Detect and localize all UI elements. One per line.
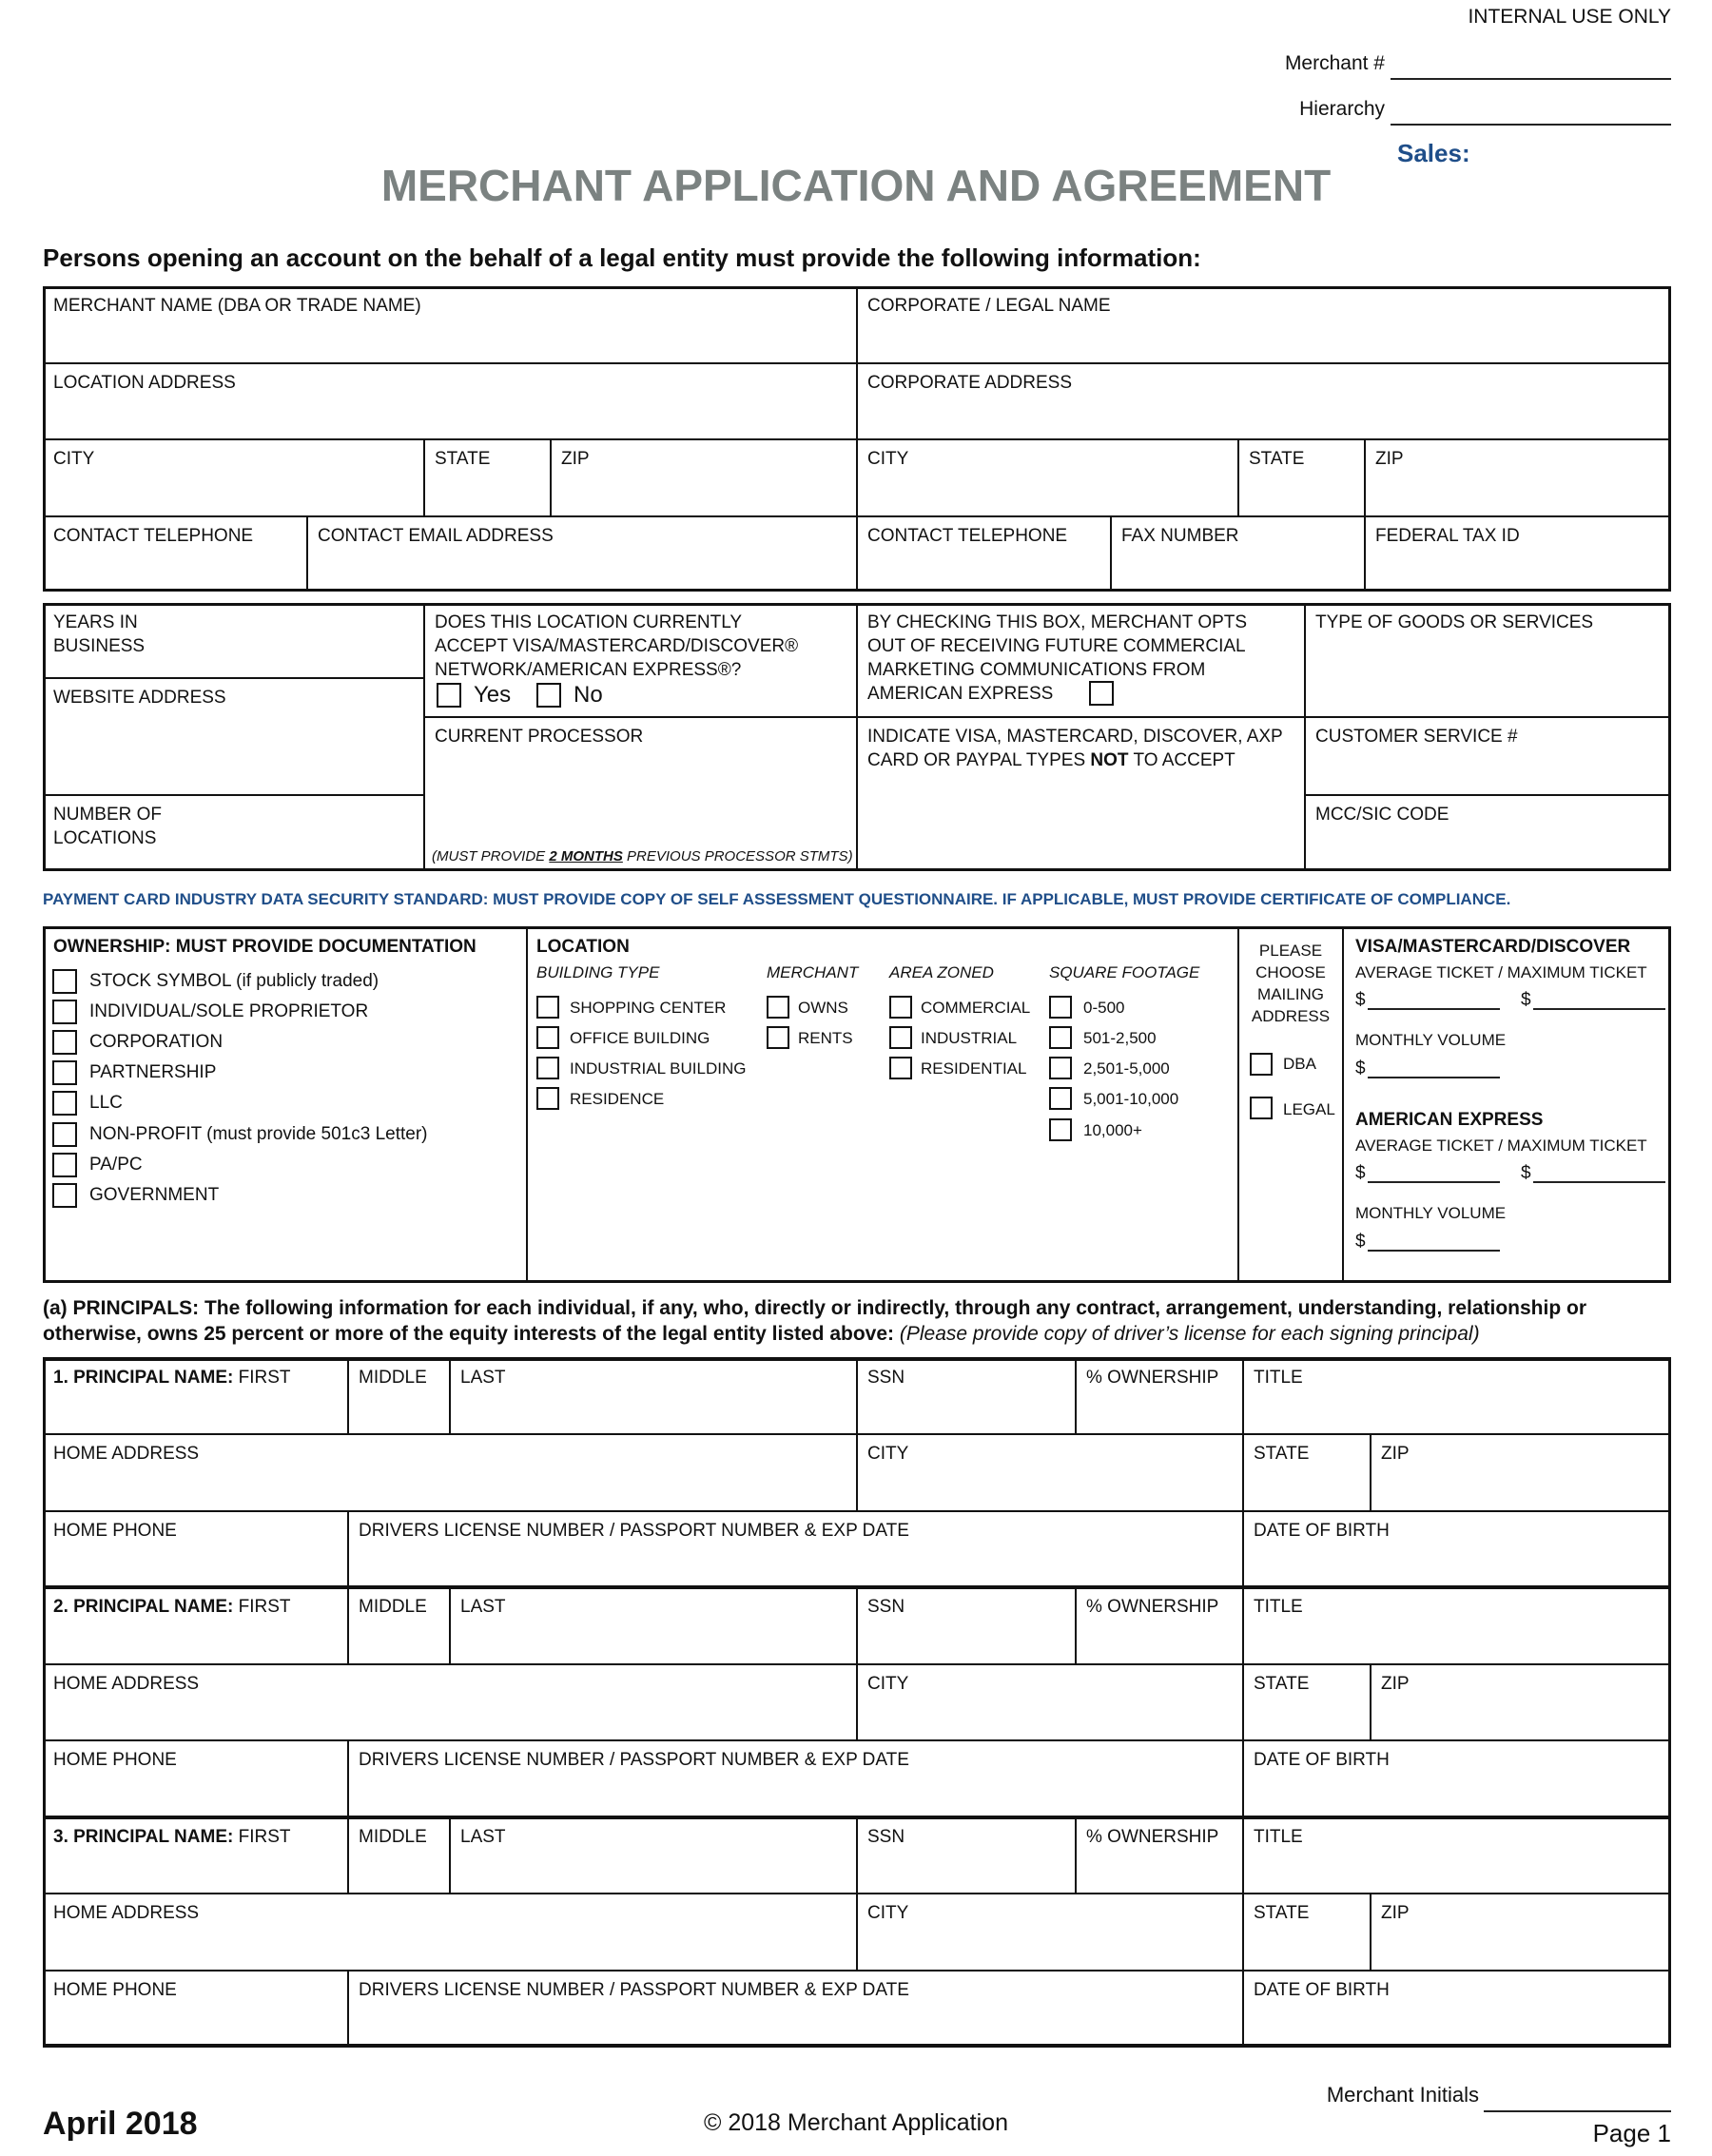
amex-opt-out-checkbox[interactable]	[1089, 681, 1114, 706]
yes-label: Yes	[474, 682, 512, 708]
ownership-checkbox-5[interactable]	[52, 1122, 77, 1147]
merchant-tenure-label: RENTS	[798, 1029, 853, 1047]
corporate-name-field-label: CORPORATE / LEGAL NAME	[867, 296, 1111, 316]
principal-1-dob-field-label: DATE OF BIRTH	[1254, 1521, 1390, 1541]
amex-heading: AMERICAN EXPRESS	[1355, 1110, 1544, 1130]
visa-monthly-volume-input[interactable]	[1368, 1077, 1500, 1078]
principal-1-ssn-field[interactable]	[857, 1358, 1076, 1434]
location-state-field-label: STATE	[435, 449, 491, 469]
principal-3-license-field[interactable]	[348, 1971, 1243, 2047]
principal-2-dob-field-label: DATE OF BIRTH	[1254, 1750, 1390, 1770]
principal-2-last-name-field-label: LAST	[460, 1597, 506, 1617]
area-zoned-heading: AREA ZONED	[889, 963, 994, 981]
principal-2-state-field[interactable]	[1243, 1664, 1371, 1740]
sales-label: Sales:	[1397, 139, 1470, 167]
principal-3-ssn-field[interactable]	[857, 1817, 1076, 1894]
principal-3-city-field-label: CITY	[867, 1903, 909, 1923]
principal-3-home-phone-field-label: HOME PHONE	[53, 1980, 177, 2000]
location-address-field-label: LOCATION ADDRESS	[53, 373, 236, 393]
principal-2-zip-field[interactable]	[1371, 1664, 1671, 1740]
merchant-initials-input[interactable]	[1484, 2110, 1671, 2112]
area-zoned-label: RESIDENTIAL	[921, 1059, 1027, 1078]
building-type-label: OFFICE BUILDING	[570, 1029, 710, 1047]
not-accept-post: TO ACCEPT	[1128, 750, 1235, 770]
principal-2-home-address-field[interactable]	[43, 1664, 857, 1740]
first-name-label: FIRST	[233, 1827, 291, 1847]
principal-1-zip-field[interactable]	[1371, 1434, 1671, 1511]
principal-3-ssn-field-label: SSN	[867, 1827, 905, 1847]
principal-2-title-field-label: TITLE	[1254, 1597, 1303, 1617]
ownership-option-label: PARTNERSHIP	[89, 1062, 217, 1082]
page-title: MERCHANT APPLICATION AND AGREEMENT	[380, 161, 1332, 210]
principal-1-city-field[interactable]	[857, 1434, 1243, 1511]
square-footage-label: 0-500	[1083, 999, 1125, 1017]
merchant-number-label: Merchant #	[1284, 52, 1385, 74]
location-telephone-field[interactable]	[43, 516, 307, 592]
cards-not-accepted-label	[858, 718, 1304, 772]
principal-3-state-field-label: STATE	[1254, 1903, 1310, 1923]
amex-opt-out-text	[857, 603, 1305, 717]
principal-1-home-address-field-label: HOME ADDRESS	[53, 1444, 200, 1464]
square-footage-label: 2,501-5,000	[1083, 1059, 1170, 1078]
principal-1-state-field[interactable]	[1243, 1434, 1371, 1511]
corporate-state-field[interactable]	[1238, 439, 1365, 516]
principal-3-ownership-field-label: % OWNERSHIP	[1086, 1827, 1219, 1847]
principal-3-middle-name-field-label: MIDDLE	[359, 1827, 427, 1847]
area-zoned-checkbox-2[interactable]	[889, 1057, 912, 1079]
principal-3-home-address-field[interactable]	[43, 1894, 857, 1971]
ownership-option-label: PA/PC	[89, 1155, 143, 1175]
amex-average-ticket-input[interactable]	[1368, 1181, 1500, 1183]
location-city-field-label: CITY	[53, 449, 95, 469]
location-city-field[interactable]	[43, 439, 424, 516]
accepts-cards-question-label: DOES THIS LOCATION CURRENTLY ACCEPT VISA/MASTERCARD/DISCOVER® NETWORK/AMERICAN EXPRESS®?	[435, 612, 799, 680]
principal-3-zip-field[interactable]	[1371, 1894, 1671, 1971]
principal-1-city-field-label: CITY	[867, 1444, 909, 1464]
merchant-number-input[interactable]	[1391, 78, 1671, 80]
ownership-checkbox-1[interactable]	[52, 1000, 77, 1024]
ownership-checkbox-7[interactable]	[52, 1183, 77, 1208]
merchant-tenure-checkbox-1[interactable]	[767, 1026, 789, 1049]
principal-3-home-phone-field[interactable]	[43, 1971, 348, 2047]
principal-2-first-name-field[interactable]	[43, 1587, 348, 1664]
ownership-checkbox-3[interactable]	[52, 1060, 77, 1085]
fax-number-field[interactable]	[1111, 516, 1365, 592]
square-footage-label: 5,001-10,000	[1083, 1090, 1179, 1108]
principal-2-ssn-field-label: SSN	[867, 1597, 905, 1617]
principal-1-middle-name-field-label: MIDDLE	[359, 1368, 427, 1388]
principal-2-ownership-field-label: % OWNERSHIP	[1086, 1597, 1219, 1617]
amex-maximum-ticket-input[interactable]	[1533, 1181, 1665, 1183]
principal-1-ownership-field[interactable]	[1076, 1358, 1243, 1434]
area-zoned-checkbox-0[interactable]	[889, 996, 912, 1019]
principal-3-license-field-label: DRIVERS LICENSE NUMBER / PASSPORT NUMBER & EXP DATE	[359, 1980, 909, 2000]
current-processor-field-label: CURRENT PROCESSOR	[435, 727, 644, 747]
years-in-business-field[interactable]	[43, 603, 424, 678]
principal-2-city-field-label: CITY	[867, 1674, 909, 1694]
federal-tax-id-field-label: FEDERAL TAX ID	[1375, 526, 1520, 546]
amex-avg-max-label: AVERAGE TICKET / MAXIMUM TICKET	[1355, 1136, 1647, 1155]
principal-2-title-field[interactable]	[1243, 1587, 1671, 1664]
square-footage-checkbox-2[interactable]	[1049, 1057, 1072, 1079]
ownership-option-label: NON-PROFIT (must provide 501c3 Letter)	[89, 1124, 428, 1144]
customer-service-field[interactable]	[1305, 717, 1671, 795]
first-name-label: FIRST	[233, 1368, 291, 1388]
square-footage-checkbox-3[interactable]	[1049, 1087, 1072, 1110]
corporate-state-field-label: STATE	[1249, 449, 1305, 469]
principal-2-middle-name-field[interactable]	[348, 1587, 450, 1664]
corporate-zip-field-label: ZIP	[1375, 449, 1404, 469]
principal-1-last-name-field[interactable]	[450, 1358, 857, 1434]
cards-not-accepted-field[interactable]	[857, 717, 1305, 871]
square-footage-label: 10,000+	[1083, 1121, 1142, 1139]
principal-2-home-phone-field[interactable]	[43, 1740, 348, 1817]
first-name-label: FIRST	[233, 1597, 291, 1617]
merchant-name-field[interactable]	[43, 286, 857, 363]
fax-number-field-label: FAX NUMBER	[1121, 526, 1239, 546]
principal-name-label	[44, 1359, 347, 1389]
no-label: No	[574, 682, 603, 708]
principal-3-middle-name-field[interactable]	[348, 1817, 450, 1894]
square-footage-label: 501-2,500	[1083, 1029, 1157, 1047]
amex-max-currency: $	[1521, 1163, 1531, 1183]
principal-number-label: 1. PRINCIPAL NAME:	[53, 1368, 234, 1388]
visa-monthly-volume-label: MONTHLY VOLUME	[1355, 1031, 1507, 1049]
intro-text: Persons opening an account on the behalf of a legal entity must provide the following information:	[43, 243, 1201, 272]
ownership-checkbox-0[interactable]	[52, 969, 77, 994]
visa-max-currency: $	[1521, 990, 1531, 1010]
principal-2-home-address-field-label: HOME ADDRESS	[53, 1674, 200, 1694]
customer-service-field-label: CUSTOMER SERVICE #	[1315, 727, 1518, 747]
principal-1-state-field-label: STATE	[1254, 1444, 1310, 1464]
amex-opt-out-text-label: BY CHECKING THIS BOX, MERCHANT OPTS OUT OF RECEIVING FUTURE COMMERCIAL MARKETING COMMUNICATIONS FROM AMERICAN EXPRESS	[867, 612, 1248, 704]
principal-1-ssn-field-label: SSN	[867, 1368, 905, 1388]
principal-3-title-field[interactable]	[1243, 1817, 1671, 1894]
contact-email-field-label: CONTACT EMAIL ADDRESS	[318, 526, 554, 546]
mailing-dba-checkbox[interactable]	[1250, 1053, 1273, 1076]
principal-1-middle-name-field[interactable]	[348, 1358, 450, 1434]
square-footage-checkbox-0[interactable]	[1049, 996, 1072, 1019]
area-zoned-label: INDUSTRIAL	[921, 1029, 1018, 1047]
internal-use-label: INTERNAL USE ONLY	[1468, 6, 1671, 28]
principal-3-city-field[interactable]	[857, 1894, 1243, 1971]
principal-1-dob-field[interactable]	[1243, 1511, 1671, 1587]
principal-3-home-address-field-label: HOME ADDRESS	[53, 1903, 200, 1923]
amex-avg-currency: $	[1355, 1163, 1366, 1183]
principal-1-home-phone-field-label: HOME PHONE	[53, 1521, 177, 1541]
principal-1-last-name-field-label: LAST	[460, 1368, 506, 1388]
visa-monthly-currency: $	[1355, 1059, 1366, 1078]
principal-3-first-name-field[interactable]	[43, 1817, 348, 1894]
not-accept-pre: INDICATE VISA, MASTERCARD, DISCOVER, AXP CARD OR PAYPAL TYPES	[867, 727, 1283, 770]
principal-1-home-address-field[interactable]	[43, 1434, 857, 1511]
corporate-address-field-label: CORPORATE ADDRESS	[867, 373, 1073, 393]
principal-1-title-field[interactable]	[1243, 1358, 1671, 1434]
principal-3-last-name-field[interactable]	[450, 1817, 857, 1894]
merchant-heading: MERCHANT	[767, 963, 859, 981]
square-footage-checkbox-1[interactable]	[1049, 1026, 1072, 1049]
ownership-option-label: CORPORATION	[89, 1032, 224, 1052]
square-footage-checkbox-4[interactable]	[1049, 1118, 1072, 1141]
website-address-field[interactable]	[43, 678, 424, 795]
location-heading: LOCATION	[536, 937, 630, 957]
years-in-business-field-label: YEARS IN BUSINESS	[53, 612, 146, 656]
accepts-cards-yes-checkbox[interactable]	[437, 683, 461, 708]
building-type-checkbox-2[interactable]	[536, 1057, 559, 1079]
ownership-option-label: LLC	[89, 1093, 123, 1113]
area-zoned-label: COMMERCIAL	[921, 999, 1031, 1017]
ownership-option-label: INDIVIDUAL/SOLE PROPRIETOR	[89, 1001, 369, 1021]
processor-note	[432, 845, 853, 868]
principal-3-dob-field-label: DATE OF BIRTH	[1254, 1980, 1390, 2000]
corporate-city-field-label: CITY	[867, 449, 909, 469]
building-type-label: INDUSTRIAL BUILDING	[570, 1059, 747, 1078]
ownership-heading: OWNERSHIP: MUST PROVIDE DOCUMENTATION	[53, 937, 477, 957]
merchant-initials-label: Merchant Initials	[1326, 2083, 1479, 2107]
principal-1-ownership-field-label: % OWNERSHIP	[1086, 1368, 1219, 1388]
merchant-tenure-checkbox-0[interactable]	[767, 996, 789, 1019]
principal-name-label	[44, 1818, 347, 1849]
ownership-checkbox-2[interactable]	[52, 1030, 77, 1055]
principal-1-zip-field-label: ZIP	[1381, 1444, 1410, 1464]
principal-2-city-field[interactable]	[857, 1664, 1243, 1740]
corporate-address-field[interactable]	[857, 363, 1671, 439]
type-of-goods-field[interactable]	[1305, 603, 1671, 717]
corporate-city-field[interactable]	[857, 439, 1238, 516]
location-zip-field-label: ZIP	[561, 449, 590, 469]
principal-2-dob-field[interactable]	[1243, 1740, 1671, 1817]
principal-2-license-field[interactable]	[348, 1740, 1243, 1817]
visa-heading: VISA/MASTERCARD/DISCOVER	[1355, 937, 1631, 957]
amex-monthly-currency: $	[1355, 1232, 1366, 1252]
ownership-checkbox-6[interactable]	[52, 1153, 77, 1177]
principal-1-license-field[interactable]	[348, 1511, 1243, 1587]
principal-number-label: 2. PRINCIPAL NAME:	[53, 1597, 234, 1617]
location-address-field[interactable]	[43, 363, 857, 439]
principal-3-ownership-field[interactable]	[1076, 1817, 1243, 1894]
principal-3-zip-field-label: ZIP	[1381, 1903, 1410, 1923]
principal-2-license-field-label: DRIVERS LICENSE NUMBER / PASSPORT NUMBER & EXP DATE	[359, 1750, 909, 1770]
mailing-legal-checkbox[interactable]	[1250, 1097, 1273, 1119]
corporate-telephone-field-label: CONTACT TELEPHONE	[867, 526, 1068, 546]
mailing-legal-label: LEGAL	[1283, 1100, 1335, 1118]
square-footage-heading: SQUARE FOOTAGE	[1049, 963, 1200, 981]
principal-1-home-phone-field[interactable]	[43, 1511, 348, 1587]
corporate-zip-field[interactable]	[1365, 439, 1671, 516]
mailing-heading: PLEASE CHOOSE MAILING ADDRESS	[1251, 942, 1331, 1025]
type-of-goods-field-label: TYPE OF GOODS OR SERVICES	[1315, 612, 1594, 632]
building-type-checkbox-1[interactable]	[536, 1026, 559, 1049]
principal-2-home-phone-field-label: HOME PHONE	[53, 1750, 177, 1770]
principal-1-first-name-field[interactable]	[43, 1358, 348, 1434]
principal-2-last-name-field[interactable]	[450, 1587, 857, 1664]
page-number: Page 1	[1592, 2119, 1671, 2147]
ownership-option-label: GOVERNMENT	[89, 1185, 220, 1205]
principals-note: (Please provide copy of driver’s license for each signing principal)	[899, 1323, 1480, 1345]
contact-email-field[interactable]	[307, 516, 857, 592]
ownership-option-label: STOCK SYMBOL (if publicly traded)	[89, 971, 379, 991]
not-accept-bold: NOT	[1090, 750, 1129, 770]
corporate-name-field[interactable]	[857, 286, 1671, 363]
website-address-field-label: WEBSITE ADDRESS	[53, 688, 226, 708]
location-zip-field[interactable]	[551, 439, 857, 516]
visa-avg-max-label: AVERAGE TICKET / MAXIMUM TICKET	[1355, 963, 1647, 981]
principals-heading: (a) PRINCIPALS:	[43, 1297, 200, 1319]
principal-3-state-field[interactable]	[1243, 1894, 1371, 1971]
principal-3-title-field-label: TITLE	[1254, 1827, 1303, 1847]
principal-1-license-field-label: DRIVERS LICENSE NUMBER / PASSPORT NUMBER & EXP DATE	[359, 1521, 909, 1541]
building-type-heading: BUILDING TYPE	[536, 963, 660, 981]
hierarchy-input[interactable]	[1391, 124, 1671, 126]
ownership-checkbox-4[interactable]	[52, 1091, 77, 1116]
location-state-field[interactable]	[424, 439, 551, 516]
principal-3-dob-field[interactable]	[1243, 1971, 1671, 2047]
principal-2-ssn-field[interactable]	[857, 1587, 1076, 1664]
amex-monthly-volume-label: MONTHLY VOLUME	[1355, 1204, 1507, 1222]
merchant-tenure-label: OWNS	[798, 999, 848, 1017]
principal-2-ownership-field[interactable]	[1076, 1587, 1243, 1664]
building-type-checkbox-3[interactable]	[536, 1087, 559, 1110]
merchant-name-field-label: MERCHANT NAME (DBA OR TRADE NAME)	[53, 296, 421, 316]
building-type-checkbox-0[interactable]	[536, 996, 559, 1019]
principal-2-middle-name-field-label: MIDDLE	[359, 1597, 427, 1617]
pci-notice: PAYMENT CARD INDUSTRY DATA SECURITY STANDARD: MUST PROVIDE COPY OF SELF ASSESSMENT QUESTIONNAIRE. IF APPLICABLE, MUST PROVIDE CERTIFICATE OF COMPLIANCE.	[43, 890, 1511, 908]
number-of-locations-field-label: NUMBER OF LOCATIONS	[53, 805, 162, 848]
principal-1-title-field-label: TITLE	[1254, 1368, 1303, 1388]
mcc-sic-field[interactable]	[1305, 795, 1671, 871]
principal-2-state-field-label: STATE	[1254, 1674, 1310, 1694]
amex-monthly-volume-input[interactable]	[1368, 1250, 1500, 1252]
federal-tax-id-field[interactable]	[1365, 516, 1671, 592]
principal-number-label: 3. PRINCIPAL NAME:	[53, 1827, 234, 1847]
principals-body: The following information for each individual, if any, who, directly or indirectly, through any contract, arrangement, understanding, relationship or otherwise, owns 25 percent or more of the equity interests of the legal entity listed above:	[43, 1297, 1586, 1345]
building-type-label: SHOPPING CENTER	[570, 999, 727, 1017]
hierarchy-label: Hierarchy	[1299, 98, 1385, 120]
area-zoned-checkbox-1[interactable]	[889, 1026, 912, 1049]
processor-note-post: PREVIOUS PROCESSOR STMTS)	[622, 848, 853, 864]
processor-note-pre: (MUST PROVIDE	[432, 848, 550, 864]
location-telephone-field-label: CONTACT TELEPHONE	[53, 526, 254, 546]
corporate-telephone-field[interactable]	[857, 516, 1111, 592]
accepts-cards-no-checkbox[interactable]	[536, 683, 561, 708]
number-of-locations-field[interactable]	[43, 795, 424, 871]
form-date: April 2018	[43, 2106, 198, 2142]
visa-avg-currency: $	[1355, 990, 1366, 1010]
processor-note-bold: 2 MONTHS	[549, 848, 623, 864]
copyright: © 2018 Merchant Application	[703, 2109, 1008, 2136]
principal-2-zip-field-label: ZIP	[1381, 1674, 1410, 1694]
building-type-label: RESIDENCE	[570, 1090, 665, 1108]
mcc-sic-field-label: MCC/SIC CODE	[1315, 805, 1449, 825]
principal-3-last-name-field-label: LAST	[460, 1827, 506, 1847]
mailing-dba-label: DBA	[1283, 1055, 1316, 1073]
principal-name-label	[44, 1588, 347, 1619]
visa-average-ticket-input[interactable]	[1368, 1008, 1500, 1010]
visa-maximum-ticket-input[interactable]	[1533, 1008, 1665, 1010]
principals-intro	[43, 1295, 1675, 1347]
